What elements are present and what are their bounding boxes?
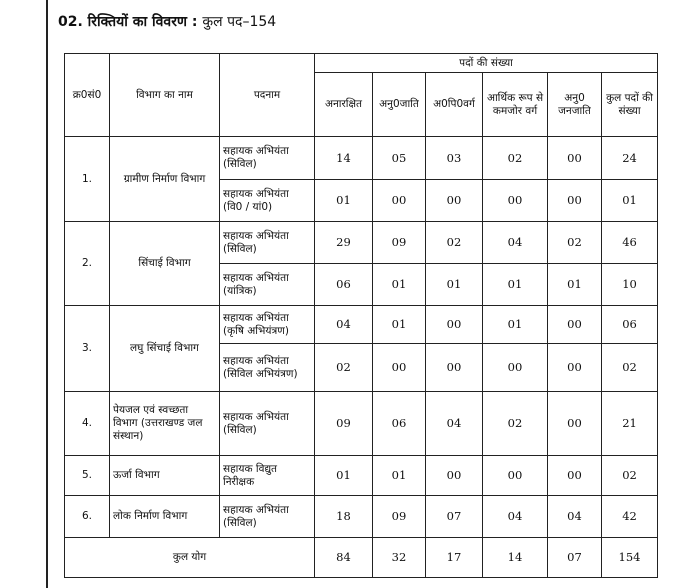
table-row <box>65 137 658 180</box>
serial-cell: 3. <box>65 306 110 392</box>
serial-cell: 4. <box>65 392 110 456</box>
department-cell: लोक निर्माण विभाग <box>110 496 220 538</box>
value-cell: 24 <box>602 137 658 180</box>
value-cell: 02 <box>426 222 483 264</box>
value-cell: 01 <box>602 180 658 222</box>
value-cell: 01 <box>483 264 548 306</box>
value-cell: 01 <box>483 306 548 344</box>
designation-cell: सहायक अभियंता (सिविल) <box>220 496 315 538</box>
value-cell: 18 <box>315 496 373 538</box>
heading-total-posts: कुल पद–154 <box>202 14 277 30</box>
serial-cell: 6. <box>65 496 110 538</box>
value-cell: 04 <box>315 306 373 344</box>
value-cell: 00 <box>483 180 548 222</box>
heading-prefix: 02. रिक्तियों का विवरण : <box>58 14 198 30</box>
value-cell: 00 <box>548 392 602 456</box>
value-cell: 14 <box>315 137 373 180</box>
value-cell: 00 <box>548 344 602 392</box>
value-cell: 42 <box>602 496 658 538</box>
value-cell: 09 <box>373 496 426 538</box>
designation-cell: सहायक अभियंता (सिविल अभियंत्रण) <box>220 344 315 392</box>
value-cell: 02 <box>602 456 658 496</box>
value-cell: 02 <box>548 222 602 264</box>
value-cell: 00 <box>373 344 426 392</box>
header-serial: क्र0सं0 <box>65 54 110 137</box>
vacancy-table <box>64 53 658 578</box>
value-cell: 09 <box>373 222 426 264</box>
table-row <box>65 306 658 344</box>
value-cell: 04 <box>483 222 548 264</box>
serial-cell: 1. <box>65 137 110 222</box>
value-cell: 02 <box>315 344 373 392</box>
designation-cell: सहायक अभियंता (वि0 / यां0) <box>220 180 315 222</box>
value-cell: 04 <box>483 496 548 538</box>
header-ews: आर्थिक रूप से कमजोर वर्ग <box>483 73 548 137</box>
value-cell: 06 <box>373 392 426 456</box>
designation-cell: सहायक अभियंता (सिविल) <box>220 222 315 264</box>
department-cell: सिंचाई विभाग <box>110 222 220 306</box>
total-value-cell: 84 <box>315 538 373 578</box>
serial-cell: 2. <box>65 222 110 306</box>
value-cell: 04 <box>548 496 602 538</box>
total-value-cell: 32 <box>373 538 426 578</box>
header-total: कुल पदों की संख्या <box>602 73 658 137</box>
value-cell: 01 <box>373 264 426 306</box>
value-cell: 10 <box>602 264 658 306</box>
table-row <box>65 496 658 538</box>
value-cell: 00 <box>426 306 483 344</box>
value-cell: 00 <box>548 180 602 222</box>
value-cell: 46 <box>602 222 658 264</box>
total-value-cell: 17 <box>426 538 483 578</box>
value-cell: 06 <box>602 306 658 344</box>
designation-cell: सहायक अभियंता (कृषि अभियंत्रण) <box>220 306 315 344</box>
value-cell: 01 <box>426 264 483 306</box>
value-cell: 00 <box>426 344 483 392</box>
value-cell: 01 <box>373 306 426 344</box>
value-cell: 01 <box>315 180 373 222</box>
table-row <box>65 456 658 496</box>
total-value-cell: 14 <box>483 538 548 578</box>
designation-cell: सहायक विद्युत निरीक्षक <box>220 456 315 496</box>
header-obc: अ0पि0वर्ग <box>426 73 483 137</box>
total-row <box>65 538 658 578</box>
value-cell: 00 <box>548 306 602 344</box>
value-cell: 09 <box>315 392 373 456</box>
value-cell: 00 <box>483 344 548 392</box>
value-cell: 04 <box>426 392 483 456</box>
value-cell: 29 <box>315 222 373 264</box>
header-st: अनु0 जनजाति <box>548 73 602 137</box>
serial-cell: 5. <box>65 456 110 496</box>
table-row <box>65 222 658 264</box>
value-cell: 00 <box>548 137 602 180</box>
value-cell: 21 <box>602 392 658 456</box>
table-row <box>65 392 658 456</box>
department-cell: ग्रामीण निर्माण विभाग <box>110 137 220 222</box>
total-value-cell: 154 <box>602 538 658 578</box>
designation-cell: सहायक अभियंता (यांत्रिक) <box>220 264 315 306</box>
value-cell: 02 <box>483 137 548 180</box>
designation-cell: सहायक अभियंता (सिविल) <box>220 392 315 456</box>
header-post-count-group: पदों की संख्या <box>315 54 658 73</box>
department-cell: लघु सिंचाई विभाग <box>110 306 220 392</box>
total-label: कुल योग <box>65 538 315 578</box>
department-cell: ऊर्जा विभाग <box>110 456 220 496</box>
value-cell: 03 <box>426 137 483 180</box>
section-heading <box>58 12 276 31</box>
value-cell: 07 <box>426 496 483 538</box>
value-cell: 01 <box>315 456 373 496</box>
value-cell: 00 <box>548 456 602 496</box>
designation-cell: सहायक अभियंता (सिविल) <box>220 137 315 180</box>
value-cell: 00 <box>426 456 483 496</box>
department-cell: पेयजल एवं स्वच्छता विभाग (उत्तराखण्ड जल संस्थान) <box>110 392 220 456</box>
value-cell: 02 <box>483 392 548 456</box>
value-cell: 06 <box>315 264 373 306</box>
value-cell: 05 <box>373 137 426 180</box>
header-sc: अनु0जाति <box>373 73 426 137</box>
value-cell: 02 <box>602 344 658 392</box>
value-cell: 01 <box>548 264 602 306</box>
header-department: विभाग का नाम <box>110 54 220 137</box>
total-value-cell: 07 <box>548 538 602 578</box>
header-designation: पदनाम <box>220 54 315 137</box>
header-unreserved: अनारक्षित <box>315 73 373 137</box>
value-cell: 01 <box>373 456 426 496</box>
value-cell: 00 <box>483 456 548 496</box>
value-cell: 00 <box>373 180 426 222</box>
value-cell: 00 <box>426 180 483 222</box>
